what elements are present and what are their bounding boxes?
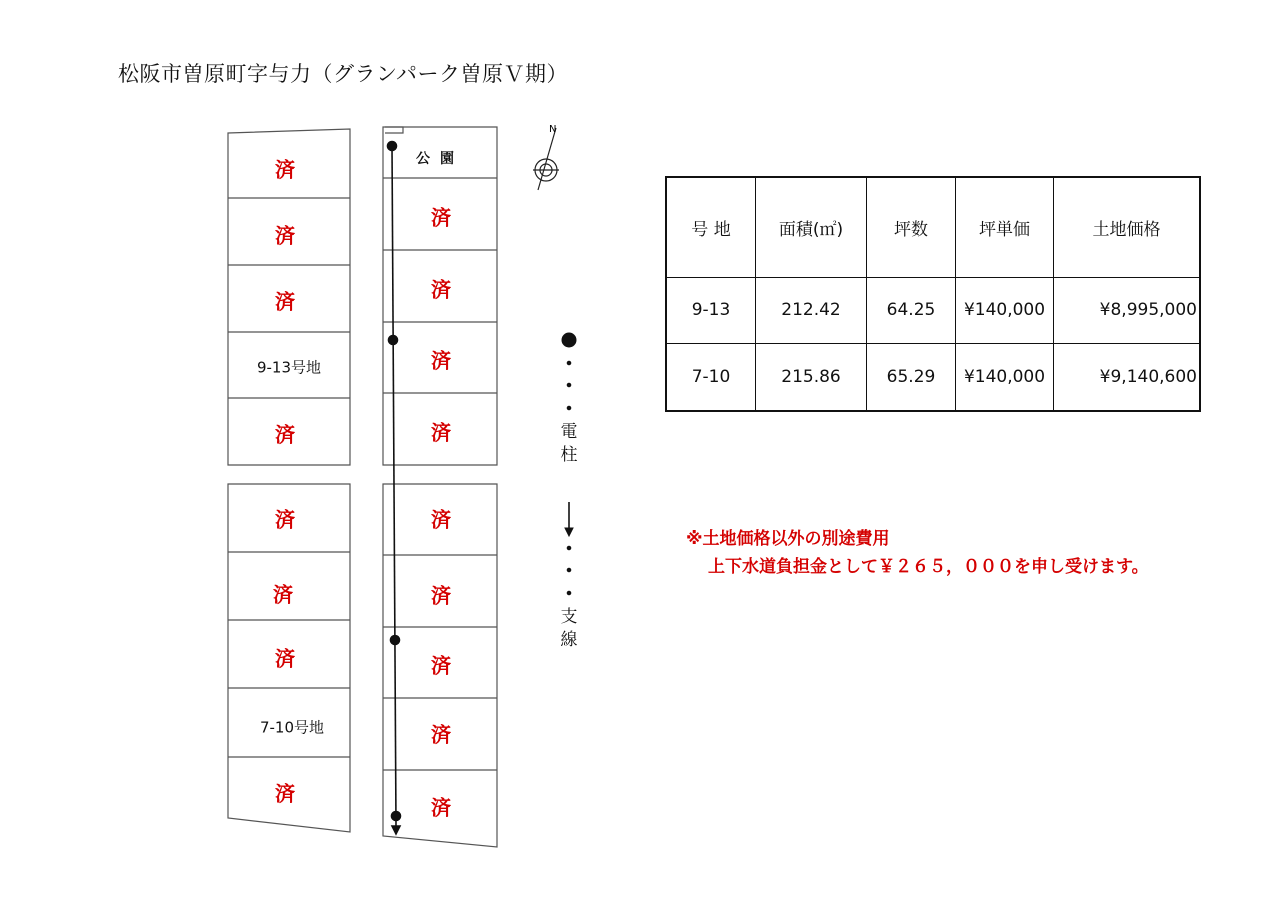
additional-cost-note [686, 525, 1149, 581]
park-label: 公園 [416, 151, 464, 167]
header-land-price: 土地価格 [1054, 177, 1201, 277]
header-lot: 号 地 [666, 177, 756, 277]
compass-north-label: N [549, 124, 557, 135]
note-line-1: ※土地価格以外の別途費用 [686, 529, 890, 549]
lot-left-8: 済 [275, 646, 295, 671]
lot-right-3: 済 [431, 348, 451, 373]
price-table [665, 176, 1201, 412]
legend-guy-wire-label: 支 線 [560, 607, 578, 650]
lot-left-5: 済 [275, 422, 295, 447]
lot-left-3: 済 [275, 289, 295, 314]
lot-left-10: 済 [275, 781, 295, 806]
lot-right-1: 済 [431, 205, 451, 230]
legend-pole-label: 電 柱 [560, 422, 578, 465]
lot-right-8: 済 [431, 722, 451, 747]
table-row: 7-10 215.86 65.29 ¥140,000 ¥9,140,600 [666, 343, 1200, 411]
page-title: 松阪市曽原町字与力（グランパーク曽原Ｖ期） [118, 62, 569, 86]
header-unit-price: 坪単価 [956, 177, 1054, 277]
lot-right-2: 済 [431, 277, 451, 302]
lot-left-7: 済 [273, 582, 293, 607]
lot-right-5: 済 [431, 507, 451, 532]
lot-left-1: 済 [275, 157, 295, 182]
lot-right-4: 済 [431, 420, 451, 445]
lot-9-13: 9-13号地 [256, 358, 322, 377]
note-line-2: 上下水道負担金として￥２６５，０００を申し受けます。 [708, 557, 1149, 577]
lot-7-10: 7-10号地 [259, 718, 325, 737]
header-tsubo: 坪数 [867, 177, 956, 277]
lot-right-7: 済 [431, 653, 451, 678]
table-row: 9-13 212.42 64.25 ¥140,000 ¥8,995,000 [666, 277, 1200, 343]
lot-right-6: 済 [431, 583, 451, 608]
lot-left-2: 済 [275, 223, 295, 248]
lot-right-9: 済 [431, 795, 451, 820]
lot-left-6: 済 [275, 507, 295, 532]
header-area: 面積(㎡) [756, 177, 867, 277]
